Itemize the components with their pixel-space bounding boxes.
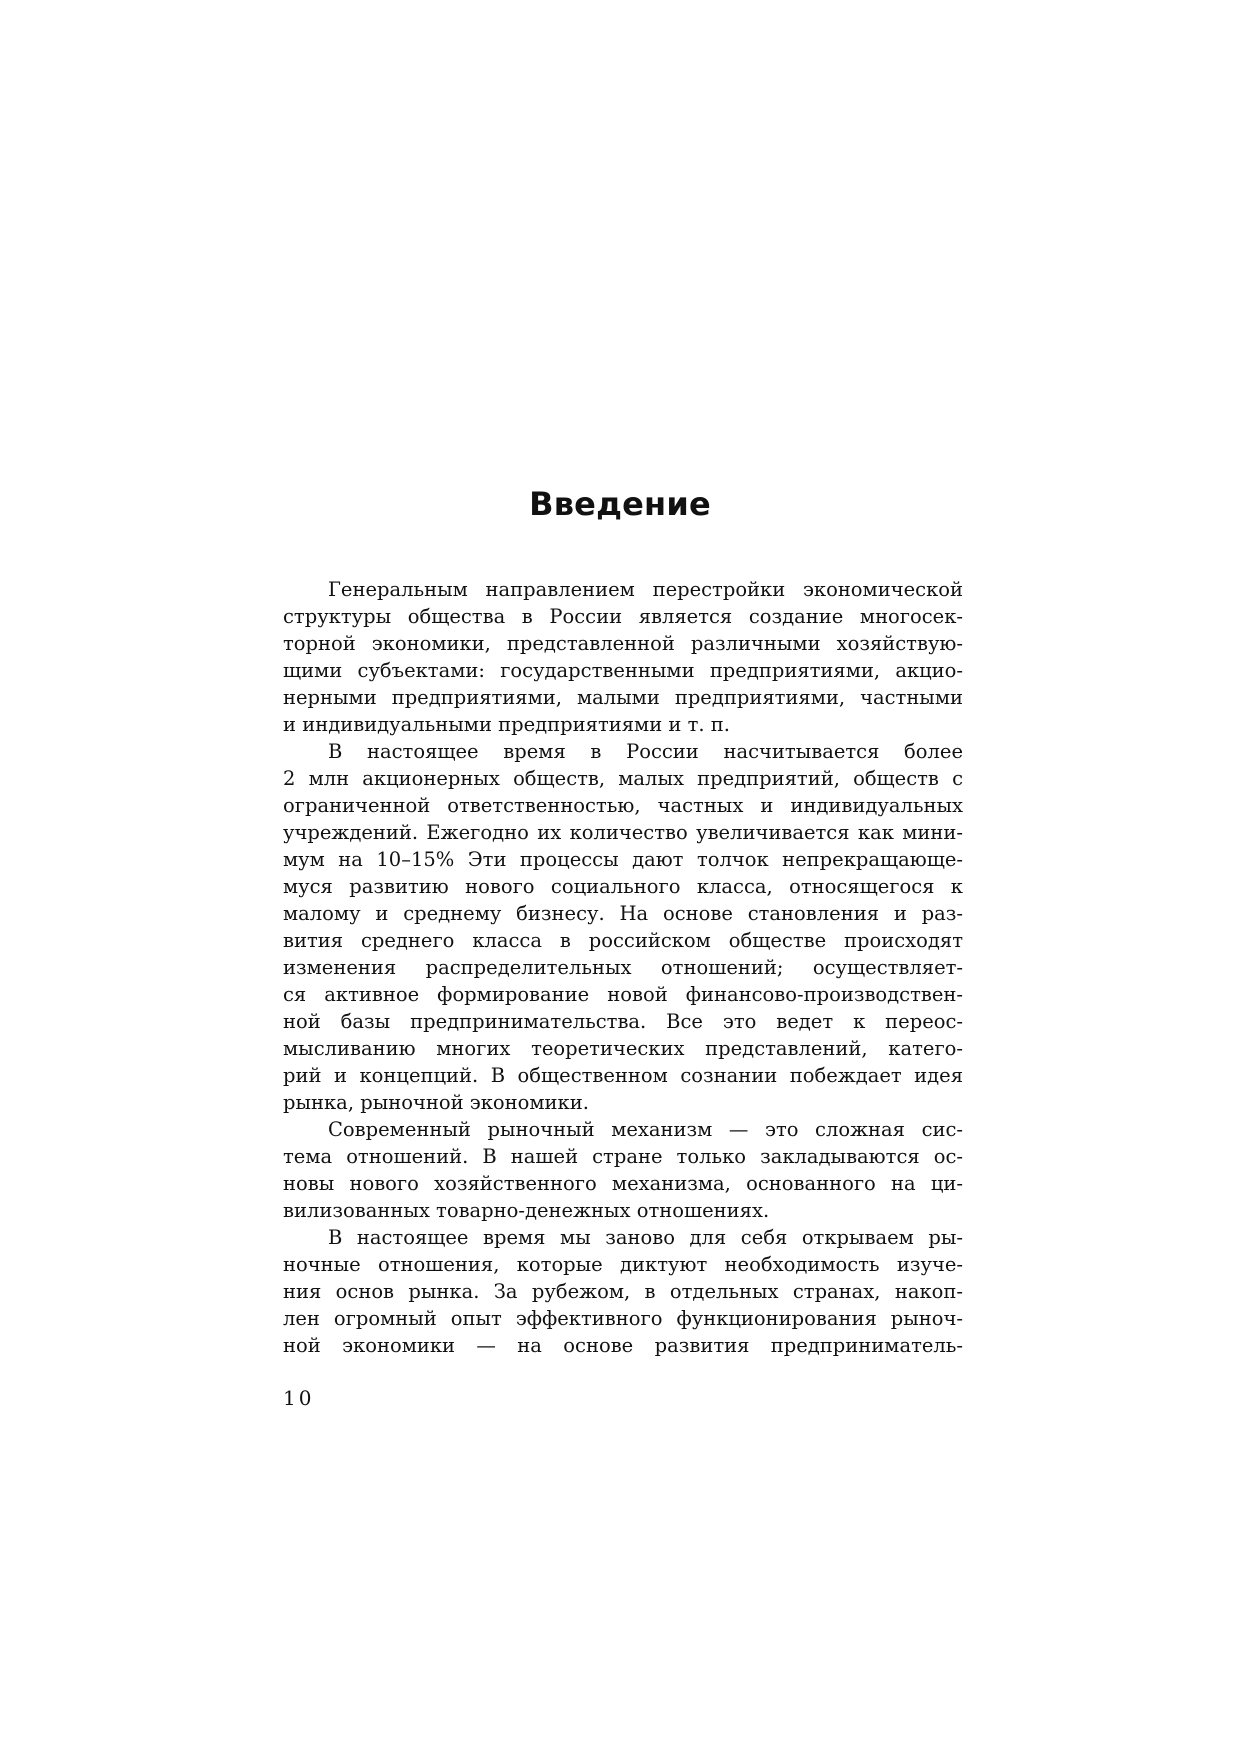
text-line: лен огромный опыт эффективного функционирования рыноч-: [283, 1307, 963, 1330]
text-line: В настоящее время в России насчитывается более: [328, 740, 963, 763]
text-line: рынка, рыночной экономики.: [283, 1091, 589, 1114]
text-line: малому и среднему бизнесу. На основе становления и раз-: [283, 902, 963, 925]
text-line: ограниченной ответственностью, частных и индивидуальных: [283, 794, 963, 817]
text-line: 2 млн акционерных обществ, малых предприятий, обществ с: [283, 767, 963, 790]
text-line: изменения распределительных отношений; осуществляет-: [283, 956, 963, 979]
text-line: ночные отношения, которые диктуют необходимость изуче-: [283, 1253, 963, 1276]
text-line: новы нового хозяйственного механизма, основанного на ци-: [283, 1172, 963, 1195]
paragraph: [283, 1116, 963, 1224]
page-title: Введение: [529, 485, 711, 523]
text-line: Современный рыночный механизм — это сложная сис-: [328, 1118, 963, 1141]
text-line: тема отношений. В нашей стране только закладываются ос-: [283, 1145, 963, 1168]
text-line: муся развитию нового социального класса, относящегося к: [283, 875, 963, 898]
paragraph: [283, 576, 963, 738]
text-line: мысливанию многих теоретических представлений, катего-: [283, 1037, 963, 1060]
text-line: мум на 10–15% Эти процессы дают толчок непрекращающе-: [283, 848, 963, 871]
text-line: и индивидуальными предприятиями и т. п.: [283, 713, 730, 736]
text-line: Генеральным направлением перестройки экономической: [328, 578, 963, 601]
text-line: ной экономики — на основе развития предприниматель-: [283, 1334, 963, 1357]
text-line: ния основ рынка. За рубежом, в отдельных странах, накоп-: [283, 1280, 963, 1303]
paragraph: [283, 738, 963, 1116]
text-line: структуры общества в России является создание многосек-: [283, 605, 963, 628]
text-line: торной экономики, представленной различными хозяйствую-: [283, 632, 963, 655]
body-text: [283, 576, 963, 1359]
text-line: вилизованных товарно-денежных отношениях.: [283, 1199, 770, 1222]
page-number: 10: [283, 1386, 315, 1410]
paragraph: [283, 1224, 963, 1359]
text-line: вития среднего класса в российском обществе происходят: [283, 929, 963, 952]
text-line: нерными предприятиями, малыми предприятиями, частными: [283, 686, 963, 709]
text-line: ся активное формирование новой финансово-производствен-: [283, 983, 963, 1006]
text-line: ной базы предпринимательства. Все это ведет к переос-: [283, 1010, 963, 1033]
text-line: учреждений. Ежегодно их количество увеличивается как мини-: [283, 821, 963, 844]
text-line: щими субъектами: государственными предприятиями, акцио-: [283, 659, 963, 682]
text-line: В настоящее время мы заново для себя открываем ры-: [328, 1226, 963, 1249]
text-line: рий и концепций. В общественном сознании побеждает идея: [283, 1064, 963, 1087]
